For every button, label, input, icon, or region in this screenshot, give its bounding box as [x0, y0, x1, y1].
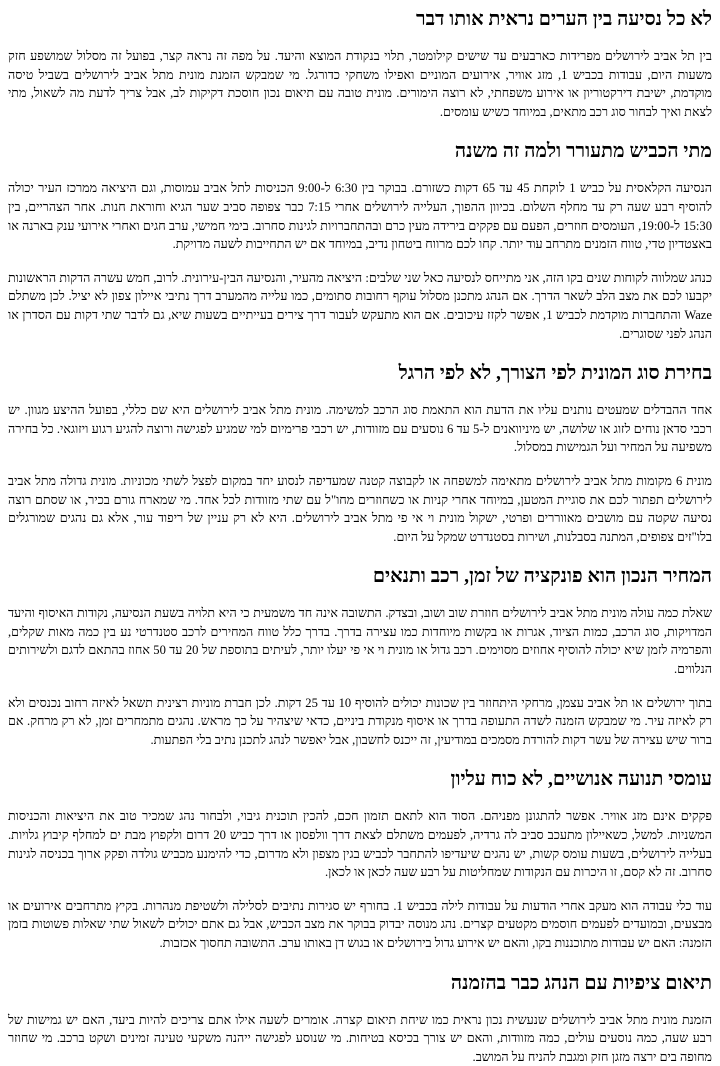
paragraph: עוד כלי עבודה הוא מעקב אחרי הודעות על עבודות לילה בכביש 1. בחורף יש סגירות נתיבים לסלילה ולשטיפת מנהרות. בקיץ מתרחבים אירועים או מבצעים, ובמועדים לפעמים חוסמים מקטעים קצרים. נהג מנוסה יבדוק בבוקר את מצב הכביש, אבל גם אתם יכולים לשאול שתי שאלות פשוטות בזמן הזמנה: האם יש עבודות מתוכננות בקו, והאם יש אירוע גדול בירושלים או בגוש דן באותו ערב. התשובה תחסוך אכזבות.	[8, 898, 712, 950]
paragraph: בתוך ירושלים או תל אביב עצמן, מרחקי היתחוזר בין שכונות יכולים להוסיף 10 עד 25 דקות. לכן חברת מוניות רצינית תשאל לאיזה רחוב נכנסים ולא רק לאיזה עיר. מי שמבקש הזמנה לשדה התעופה בדרך או איסוף מנקודת ביניים, כדאי שיצהיר על כך מראש. נהגים מתמחרים זמן, לא רק מרחק. אם ברור שיש עצירה של עשר דקות להורדת מסמכים במודיעין, זה ייכנס לחשבון, אבל יאפשר לנהג לתכנן נתיב בלי הפתעות.	[8, 695, 712, 747]
section-heading: תיאום ציפיות עם הנהג כבר בהזמנה	[450, 972, 712, 994]
section-heading: מתי הכביש מתעורר ולמה זה משנה	[454, 141, 712, 163]
paragraph: שאלת כמה עולה מונית מתל אביב לירושלים חוזרת שוב ושוב, ובצדק. התשובה אינה חד משמעית כי היא תלויה בשעת הנסיעה, נקודות האיסוף והיעד המדויקות, סוג הרכב, כמות הציוד, אגרות או בקשות מיוחדות כמו עצירה בדרך. בדרך כלל טווח המחירים לרכב סטנדרטי נע בין כמה מאות שקלים, והפרמיה לזמן שיא יכולה להוסיף אחוזים מסוימים. רכב גדול או מונית וי אי פי יעלו יותר, לעיתים בתוספת של 20 עד 50 אחוז בהתאם לדגם ולשירותים הנלווים.	[8, 606, 712, 677]
section-taxi-type	[8, 363, 712, 546]
paragraph: מונית 6 מקומות מתל אביב לירושלים מתאימה למשפחה או לקבוצה קטנה שמעדיפה לנסוע יחד במקום לפצל לשתי מכוניות. מונית גדולה מתל אביב לירושלים תפתור לכם את סוגיית המטען, במיוחד אחרי קניות או כשחוזרים מחו"ל עם שתי מזוודות לכל אחד. מי שמארח גורם בכיר, או שסתם רוצה נסיעה שקטה עם מושבים מאווררים ופרטי, ישקול מונית וי אי פי מתל אביב לירושלים. היא לא רק עניין של ריפוד עור, אלא גם נהגים שמורגלים בלו"זים צפופים, המתנה בסבלנות, ושירות בסטנדרט שמקל על היום.	[8, 473, 712, 544]
section-traffic-timing	[8, 141, 712, 343]
section-not-every-ride	[8, 9, 712, 121]
paragraph: בין תל אביב לירושלים מפרידות כארבעים עד שישים קילומטר, תלוי בנקודת המוצא והיעד. על מפה זה נראה קצר, בפועל זה מסלול שמושפע חזק משעות היום, עבודות בכביש 1, מזג אוויר, אירועים המוניים ואפילו משחקי כדורגל. מי שמבקש הזמנת מונית מתל אביב לירושלים בשביל טיסה מוקדמת, ישיבת דירקטוריון או אירוע משפחתי, לא רוצה הימורים. מונית טובה עם תיאום נכון חוסכת דקיקות לב, אבל צריך לדעת מה לשאול, מתי לצאת ואיך לבחור סוג רכב מתאים, במיוחד כשיש עומסים.	[8, 49, 713, 119]
paragraph: הנסיעה הקלאסית על כביש 1 לוקחת 45 עד 65 דקות כשזורם. בבוקר בין 6:30 ל-9:00 הכניסות לתל אביב עמוסות, וגם היציאה ממרכז העיר יכולה להוסיף רבע שעה רק עד מחלף השלום. בכיוון ההפוך, העלייה לירושלים אחרי 7:15 כבר צפופה סביב שער הגיא וחוראת חנות. אחר הצהריים, בין 15:30 ל-19:00, העומסים חוזרים, הפעם עם פקקים בירידה מעין כרם ובהתחברויות לגינות סחרוב. בימי חמישי, ערב חגים ואחרי אירועי ענק בארנה או באצטדיון טדי, טווח הזמנים מתרחב עוד יותר. קחו לכם מרווח ביטחון נדיב, במיוחד אם יש התחייבות לשעה מדויקת.	[8, 181, 712, 252]
section-traffic-jams	[8, 769, 712, 952]
section-heading: המחיר הנכון הוא פונקציה של זמן, רכב ותנאים	[372, 566, 712, 588]
section-heading: עומסי תנועה אנושיים, לא כוח עליון	[450, 769, 712, 791]
paragraph: הזמנת מונית מתל אביב לירושלים שנעשית נכון נראית כמו שיחת תיאום קצרה. אומרים לשעה אילו אתם צריכים להיות ביעד, האם יש גמישות של רבע שעה, כמה נוסעים עולים, כמה מזוודות, והאם יש צורך בכיסא בטיחות. מי שנוסע לפגישה ייהנה משקעי טעינה זמינים ושקט ברכב. מי שחוזר מחופה בים ירצה מזגן חזק ומגבת להניח על המושב.	[8, 1012, 712, 1064]
section-heading: לא כל נסיעה בין הערים נראית אותו דבר	[415, 9, 712, 30]
paragraph: פקקים אינם מזג אוויר. אפשר להתגונן מפניהם. הסוד הוא לתאם תזמון חכם, להכין תוכנית גיבוי, ולבחור נהג שמכיר טוב את היציאות והכניסות המשניות. למשל, כשאיילון מתעכב סביב לה גרדיה, לפעמים משתלם לצאת דרך וולפסון או דרך כביש 20 דרום ולקפוץ מבת ים למחלף קיבוץ גלויות. בעלייה לירושלים, בשעות עומס קשות, יש נהגים שיעדיפו להתחבר לכביש בגין מצפון ולא מדרום, כדי להימנע מכביש גולדה ופקק ארוך בכניסה לגינות סחרוב. זה לא קסם, זו היכרות עם הנקודות שמחליטות על רבע שעה לכאן או לכאן.	[8, 809, 712, 880]
paragraph: אחד ההבדלים שמעטים נותנים עליו את הדעת הוא התאמת סוג הרכב למשימה. מונית מתל אביב לירושלים היא שם כללי, בפועל ההיצע מגוון. יש רכבי סדאן נוחים לזוג או שלושה, יש מיניוואנים ל-5 עד 6 נוסעים עם מזוודות, יש רכבי פרימיום למי שמגיע לפגישה ורוצה להגיע רגוע ויזוגאי. כל בחירה משפיעה על המחיר ועל הגמישות במסלול.	[8, 403, 712, 455]
article	[0, 9, 720, 1066]
section-expectations	[8, 973, 712, 1066]
section-heading: בחירת סוג המונית לפי הצורך, לא לפי הרגל	[398, 363, 712, 385]
section-price	[8, 566, 712, 749]
paragraph: כנהג שמלווה לקוחות שנים בקו הזה, אני מתייחס לנסיעה כאל שני שלבים: היציאה מהעיר, והנסיעה הבין-עירונית. לרוב, חמש עשרה הדקות הראשונות יקבעו לכם את מצב הלב לשאר הדרך. אם הנהג מתכנן מסלול עוקף רחובות סתומים, כמו עלייה מהמערב דרך נתיבי איילון צפון לא יציל. לכן משתלם Waze והתחברות מוקדמת לכביש 1, אפשר לקזז עיכובים. אם הוא מתעקש לעבור דרך צירים בעייתיים בשעות שיא, גם לדבר שתי דקות עם הסדרן או הנהג לפני שסוגרים.	[8, 270, 712, 341]
